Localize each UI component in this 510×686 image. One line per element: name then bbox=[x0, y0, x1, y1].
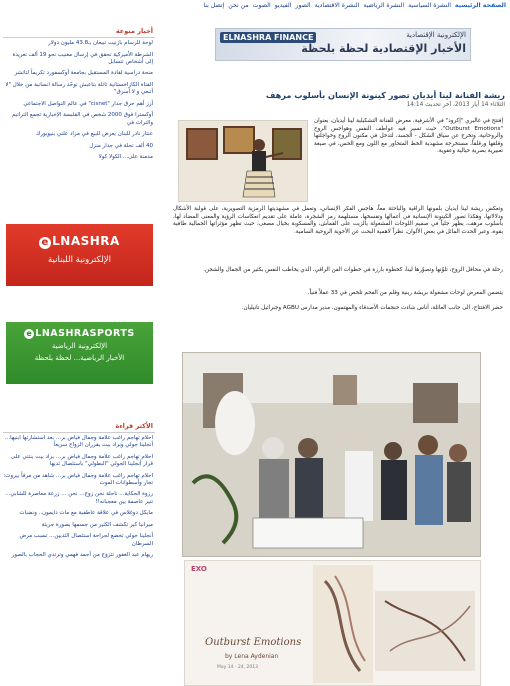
artist-photo bbox=[178, 120, 308, 202]
article-paragraph: إفتتح في غاليري "إكرود" في الأشرفية، معرض للفنانة التشكيلية لينا أيديان، بعنوان "Outburst Emotions"، حيث تسير فيه عواطف النفس وهواجس الروح والروحانية، وتخرج عن سياق الشكل - الجسد، لتدخل في مكنون الروح وخواجلتها وقلقها ورقلقاً، مستخرجة مشهدية الخط المتحاور مع اللون ومع الحس، في صيغة تعبيرية بصرية حيالية وعفوية. bbox=[314, 118, 503, 155]
e-logo-icon: e bbox=[24, 329, 34, 339]
ad-brand-text: LNASHRA bbox=[52, 234, 120, 248]
nav-video-link[interactable]: الفيديو bbox=[274, 1, 292, 9]
ad-tagline: الإلكترونية الرياضية bbox=[51, 342, 108, 350]
nav-about-link[interactable]: من نحن bbox=[228, 1, 249, 9]
latest-item[interactable]: أوكسترا فوق 2000 شخص في القلبسة الإخبارية تجمع التراتيم والتراث في bbox=[11, 112, 153, 126]
finance-logo: ELNASHRA FINANCE bbox=[220, 32, 316, 43]
most-read-item[interactable]: ميرانيا كير تكشف الكثير من جسمها بصورة جريئة bbox=[41, 521, 153, 528]
ad-brand bbox=[6, 234, 153, 249]
latest-item[interactable]: مدمنة على... الكولا كولا bbox=[98, 154, 153, 161]
most-read-item[interactable]: احلام تهاجم راغب علامة وجمال فياض بر... براد بيت ينتني على قرار أنجلينا الجولي "البطولي" باستئصال ثديها bbox=[10, 453, 153, 467]
most-read-title: الأكثر قراءة bbox=[3, 421, 155, 433]
latest-item[interactable]: الشرطة الأميركية تحقق في إرسال مغنيب نحو 19 ألف تغريدة إلى أشخاص تتسابل bbox=[12, 51, 153, 65]
poster-date: May 14 - 24, 2013 bbox=[217, 665, 258, 670]
latest-item[interactable]: الفتاة الكازاخستانية تائلة بتاعبش توحّد رسالة انسانية من خلال "لا أتبعي و لا أسرق" bbox=[5, 81, 153, 96]
nav-photos-link[interactable]: الصور bbox=[295, 1, 311, 9]
top-navigation bbox=[0, 0, 510, 10]
most-read-item[interactable]: مايكل دوغلاس في علاقة عاطفية مع مات دايمون.. ونضبات bbox=[19, 510, 153, 517]
latest-item[interactable]: عنتار نادر للبنان يعرض للبيع في مزاد علني بنيويورك bbox=[35, 131, 153, 138]
artist-photo-illustration bbox=[179, 121, 308, 202]
most-read-item[interactable]: رزوة الحكاية... ناحلة نحن زوج... نحن ... زرعة معاصرة للشابي... تنير عاصمة يين معجبانه!! bbox=[5, 491, 153, 505]
exhibition-photo-illustration bbox=[183, 353, 481, 557]
article-paragraph: رحلة في محافل الروح، تلوّنها وتصوّرها لينا، كخطوة بارزة في خطوات الفن الراقي، الذي يخاطب النفس بكثير من الجمال والشجن. bbox=[203, 267, 503, 273]
banner-subtitle: الإلكترونية الإقتصادية bbox=[406, 31, 466, 39]
finance-banner[interactable] bbox=[215, 28, 471, 61]
ad-brand bbox=[6, 328, 153, 339]
latest-item[interactable]: منحة دراسية لقادة المستقبل بجامعة أوكسفورد تكريماً لتاتشر bbox=[14, 70, 153, 77]
nav-contact-link[interactable]: إتصل بنا bbox=[203, 1, 225, 9]
ad-tagline: الإلكترونية اللبنانية bbox=[47, 255, 111, 265]
ad-brand-text: LNASHRASPORTS bbox=[35, 328, 135, 339]
sidebar-most-read bbox=[3, 421, 155, 564]
exhibition-poster bbox=[184, 560, 481, 686]
elnashra-ad[interactable] bbox=[6, 224, 153, 286]
most-read-item[interactable]: احلام تهاجم راغب علامة وجمال فياض بر... شاهد من مرفأ بيروت: تجار وأسطوانات الموت bbox=[3, 472, 153, 486]
latest-item[interactable]: لوحة للرسام بازنيت تبيعان بـ43.8 مليون دولار bbox=[48, 40, 153, 46]
e-logo-icon: e bbox=[39, 237, 51, 249]
sidebar-latest bbox=[3, 26, 155, 166]
most-read-item[interactable]: أنجلينا جولي تخضع لجراحة استئصال الثديين... تسبب مرض السرطان bbox=[19, 533, 153, 547]
poster-title: Outburst Emotions bbox=[205, 637, 302, 648]
nav-audio-link[interactable]: الصوت bbox=[252, 1, 271, 9]
gallery-logo: EXO bbox=[191, 565, 207, 573]
most-read-item[interactable]: ريهام عبد الغفور تتزوج من أحمد فهمي وترتدي الحجاب بالصور bbox=[11, 552, 153, 559]
elnashra-sports-ad[interactable] bbox=[6, 322, 153, 384]
ad-tagline-2: الأخبار الرياضية... لحظة بلحظة bbox=[34, 354, 125, 362]
latest-item[interactable]: 40 ألف تحلة في جدار منزل bbox=[89, 142, 153, 149]
article-dateline: الثلاثاء 14 أيار 2013، آخر تحديث 14:14 bbox=[406, 102, 505, 108]
nav-economy-link[interactable]: النشرة الاقتصادية bbox=[314, 1, 360, 9]
banner-slogan: الأخبار الإقتصادية لحظة بلحظة bbox=[301, 42, 466, 55]
nav-politics-link[interactable]: النشرة السياسية bbox=[408, 1, 451, 9]
article-paragraph: يتضمن المعرض لوحات مشغولة بريشة رينية وقلم من الفحم تلخص في 33 عملاً فنياً. bbox=[307, 290, 503, 296]
poster-artist: by Lena Aydenian bbox=[225, 653, 279, 660]
most-read-list bbox=[3, 435, 155, 559]
latest-item[interactable]: أزز أهم حرق جدار "cisnet" في عالم التواصل الاجتماعي bbox=[23, 100, 153, 107]
article-paragraph: حضر الافتتاح، الى جانب العائلة، أناس شاءت حنجمات الأصدقاء والمهتمون، مدير مدارس AGBU وجبرائيل تانيليان. bbox=[241, 305, 503, 311]
most-read-item[interactable]: احلام تهاجم راغب علامة وجمال فياض بر... بعد استشارتها ابنيها... أنجلينا جولي وبراد بيت يقرران الزواج سريعاً bbox=[4, 435, 153, 449]
nav-home-link[interactable]: الصفحة الرئيسية bbox=[454, 1, 506, 9]
article-headline: ريشة الفنانة لينا أيديان تصور كينونة الإنسان بأسلوب مرهف bbox=[265, 90, 505, 100]
latest-list bbox=[3, 40, 155, 162]
latest-title: أخبار منوعة bbox=[3, 26, 155, 38]
article-paragraph: وتعكس ريشة لينا أيديان بلمونها الراقية والباحثة معاً، هاجس الفكر الإنساني، وتعمل في مشهديتها الرمزية التصويرية، على قولبة الأشكال ودلالاتها، وهكذا تصور الكينونة الإنسانية في أعمالها وتفسخها، مستلهمة رمز الشجرة، عاملة على تقديم انعكاسات الرؤية والمعنى المضاد لها، بأسلوب مرهف، يظهر جلياً في صميم اللوحات المشغولة بالزيت على القماش، والمسكوبة بخيال مصغى، حيث تظهر مؤثراتها الجمالية طافية بقوة، وعبر الحدث المائل في بعض الألوان، نظراً لاهمية البحث عن الأحوية الروحية السامية. bbox=[173, 206, 503, 235]
exhibition-photo bbox=[182, 352, 481, 557]
nav-sports-link[interactable]: النشرة الرياضية bbox=[363, 1, 405, 9]
